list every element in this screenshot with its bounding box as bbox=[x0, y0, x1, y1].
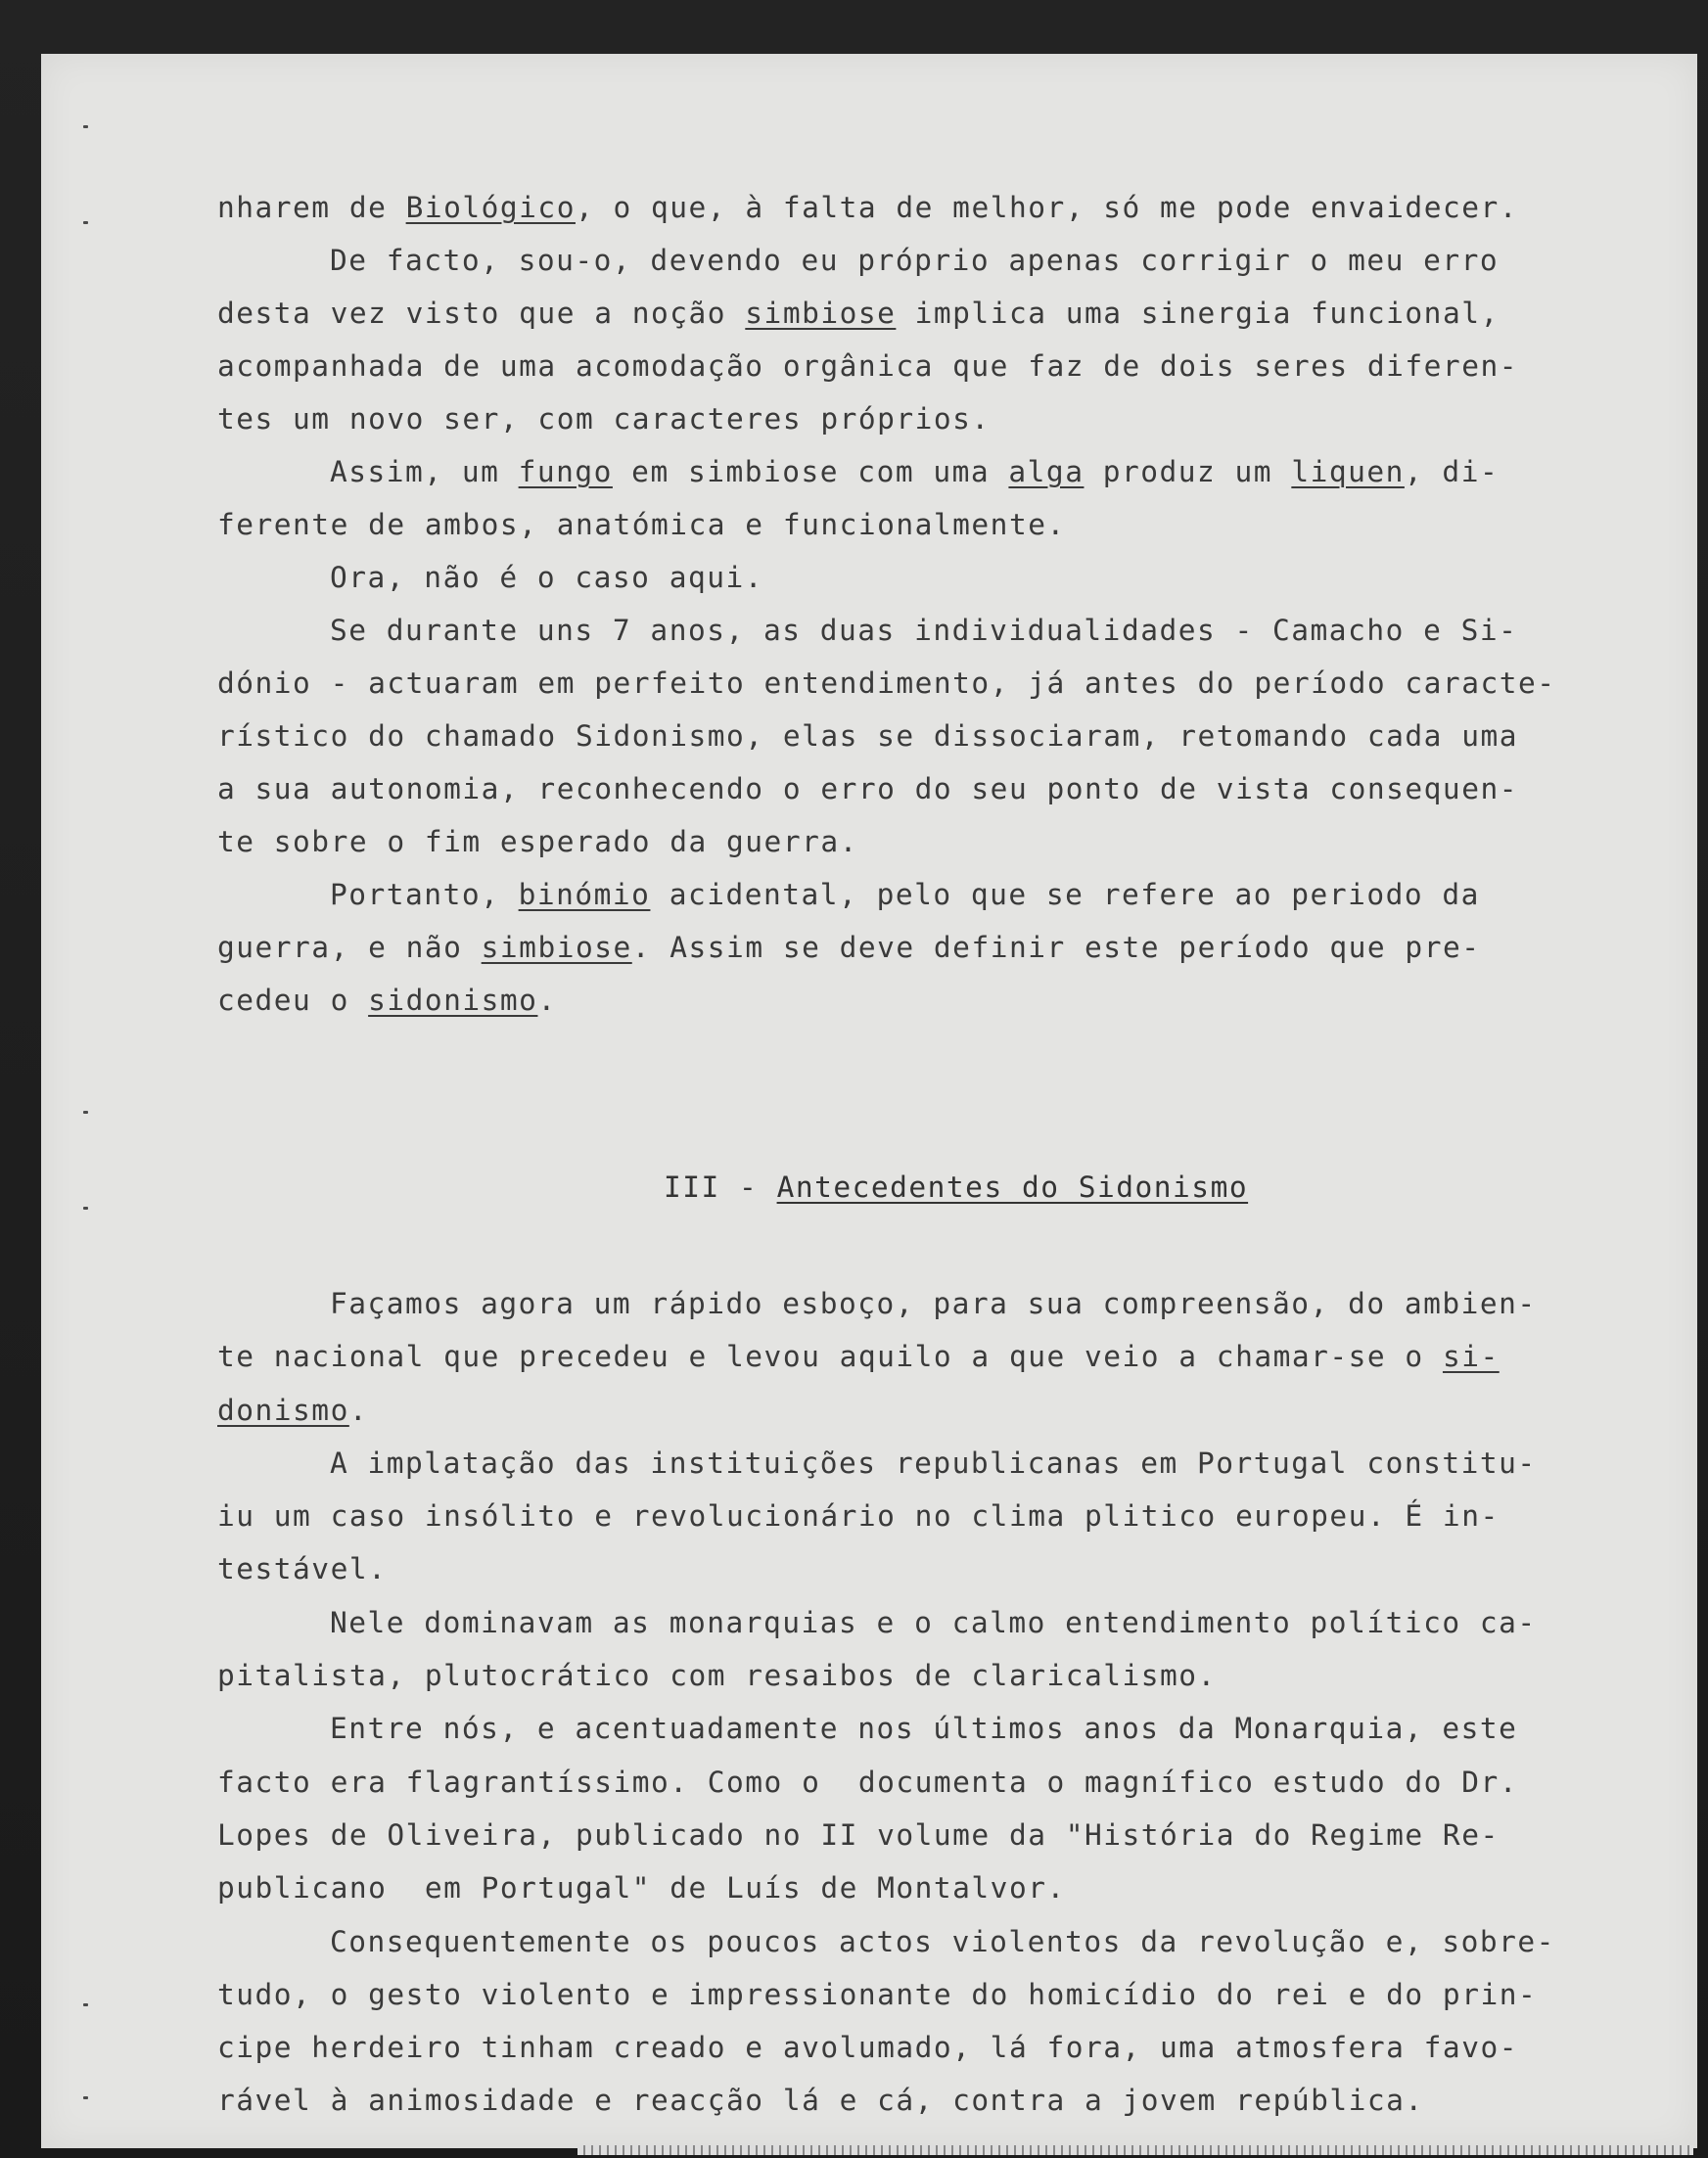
text-line bbox=[217, 1490, 1607, 1542]
text-line bbox=[217, 1437, 1607, 1490]
text-line bbox=[217, 1542, 1607, 1595]
margin-mark bbox=[83, 221, 88, 224]
text-run: acidental, pelo que se refere ao periodo da bbox=[650, 878, 1480, 911]
text-run: te sobre o fim esperado da guerra. bbox=[217, 825, 858, 858]
text-run: tudo, o gesto violento e impressionante do homicídio do rei e do prin- bbox=[217, 1977, 1538, 2011]
text-run: facto era flagrantíssimo. Como o documenta o magnífico estudo do Dr. bbox=[217, 1765, 1518, 1799]
text-run: Consequentemente os poucos actos violentos da revolução e, sobre- bbox=[330, 1924, 1555, 1958]
text-run: A implatação das instituições republicanas em Portugal constitu- bbox=[330, 1446, 1537, 1480]
underlined-term: Biológico bbox=[405, 191, 576, 224]
text-line bbox=[217, 1968, 1607, 2021]
underlined-term: binómio bbox=[518, 878, 651, 911]
text-line bbox=[217, 1277, 1607, 1330]
text-line bbox=[217, 287, 1588, 340]
margin-mark bbox=[83, 2003, 88, 2006]
text-run: De facto, sou-o, devendo eu próprio apenas corrigir o meu erro bbox=[330, 244, 1500, 277]
underlined-term: liquen bbox=[1291, 455, 1405, 488]
text-line bbox=[217, 181, 1588, 234]
text-line bbox=[217, 234, 1588, 287]
section-heading bbox=[664, 1171, 1248, 1204]
text-run: tes um novo ser, com caracteres próprios. bbox=[217, 402, 991, 436]
text-run: cipe herdeiro tinham creado e avolumado, lá fora, uma atmosfera favo- bbox=[217, 2031, 1518, 2065]
text-line bbox=[217, 1756, 1607, 1809]
text-line bbox=[217, 1809, 1607, 1861]
text-line bbox=[217, 974, 1588, 1027]
text-run: te nacional que precedeu e levou aquilo a que veio a chamar-se o bbox=[217, 1340, 1443, 1374]
text-run: , o que, à falta de melhor, só me pode envaidecer. bbox=[575, 191, 1518, 224]
text-run: Portanto, bbox=[330, 878, 519, 911]
text-run: Ora, não é o caso aqui. bbox=[330, 561, 763, 594]
margin-mark bbox=[83, 125, 88, 128]
text-line bbox=[217, 657, 1588, 710]
text-run: Se durante uns 7 anos, as duas individualidades - Camacho e Si- bbox=[330, 614, 1518, 647]
text-line bbox=[217, 445, 1588, 498]
text-line bbox=[217, 551, 1588, 604]
underlined-term: simbiose bbox=[481, 931, 632, 964]
text-run: testável. bbox=[217, 1552, 388, 1586]
underlined-term: donismo bbox=[217, 1393, 349, 1427]
text-run: Façamos agora um rápido esboço, para sua compreensão, do ambien- bbox=[330, 1287, 1537, 1320]
paragraph-block-symbiosis bbox=[217, 181, 1588, 1027]
text-run: . bbox=[348, 1393, 369, 1427]
text-line bbox=[217, 340, 1588, 392]
text-run: guerra, e não bbox=[217, 931, 482, 964]
text-line bbox=[217, 762, 1588, 815]
underlined-term: fungo bbox=[518, 455, 613, 488]
text-line bbox=[217, 710, 1588, 762]
text-run: rístico do chamado Sidonismo, elas se dissociaram, retomando cada uma bbox=[217, 719, 1518, 753]
text-run: rável à animosidade e reacção lá e cá, contra a jovem república. bbox=[217, 2084, 1424, 2118]
text-run: . bbox=[537, 984, 557, 1017]
text-line bbox=[217, 868, 1588, 921]
text-run: pitalista, plutocrático com resaibos de claricalismo. bbox=[217, 1659, 1217, 1693]
heading-number: III - bbox=[664, 1171, 777, 1204]
text-run: ferente de ambos, anatómica e funcionalmente. bbox=[217, 508, 1066, 541]
text-line bbox=[217, 2021, 1607, 2074]
text-line bbox=[217, 2074, 1607, 2127]
text-line bbox=[217, 1330, 1607, 1383]
text-run: cedeu o bbox=[217, 984, 369, 1017]
text-line bbox=[217, 921, 1588, 974]
text-run: em simbiose com uma bbox=[612, 455, 1009, 488]
text-line bbox=[217, 392, 1588, 445]
text-line bbox=[217, 1596, 1607, 1649]
text-run: nharem de bbox=[217, 191, 406, 224]
underlined-term: alga bbox=[1008, 455, 1085, 488]
text-run: Nele dominavam as monarquias e o calmo entendimento político ca- bbox=[330, 1605, 1537, 1639]
text-line bbox=[217, 604, 1588, 657]
text-run: dónio - actuaram em perfeito entendimento, já antes do período caracte- bbox=[217, 666, 1556, 700]
text-line bbox=[217, 1861, 1607, 1914]
text-run: publicano em Portugal" de Luís de Montalvor. bbox=[217, 1871, 1066, 1905]
text-run: desta vez visto que a noção bbox=[217, 297, 746, 330]
heading-title: Antecedentes do Sidonismo bbox=[776, 1171, 1249, 1204]
margin-mark bbox=[83, 2096, 88, 2099]
text-line bbox=[217, 1384, 1607, 1437]
text-run: Lopes de Oliveira, publicado no II volume da "História do Regime Re- bbox=[217, 1817, 1500, 1852]
text-line bbox=[217, 498, 1588, 551]
text-run: . Assim se deve definir este período que pre- bbox=[631, 931, 1481, 964]
text-line bbox=[217, 815, 1588, 868]
text-line bbox=[217, 1702, 1607, 1755]
text-line bbox=[217, 1649, 1607, 1702]
text-run: iu um caso insólito e revolucionário no clima plitico europeu. É in- bbox=[217, 1499, 1500, 1534]
margin-mark bbox=[83, 1111, 88, 1114]
underlined-term: simbiose bbox=[745, 297, 897, 330]
scale-ruler bbox=[577, 2145, 1693, 2155]
text-run: , di- bbox=[1404, 455, 1500, 488]
margin-mark bbox=[83, 1207, 88, 1210]
text-line bbox=[217, 1915, 1607, 1968]
text-run: implica uma sinergia funcional, bbox=[896, 297, 1500, 330]
paragraph-block-antecedents bbox=[217, 1277, 1607, 2128]
text-run: Entre nós, e acentuadamente nos últimos anos da Monarquia, este bbox=[330, 1712, 1518, 1746]
text-run: acompanhada de uma acomodação orgânica que faz de dois seres diferen- bbox=[217, 349, 1518, 383]
text-run: Assim, um bbox=[330, 455, 519, 488]
underlined-term: sidonismo bbox=[368, 984, 538, 1017]
text-run: produz um bbox=[1084, 455, 1292, 488]
underlined-term: si- bbox=[1442, 1340, 1500, 1374]
text-run: a sua autonomia, reconhecendo o erro do seu ponto de vista consequen- bbox=[217, 772, 1518, 805]
